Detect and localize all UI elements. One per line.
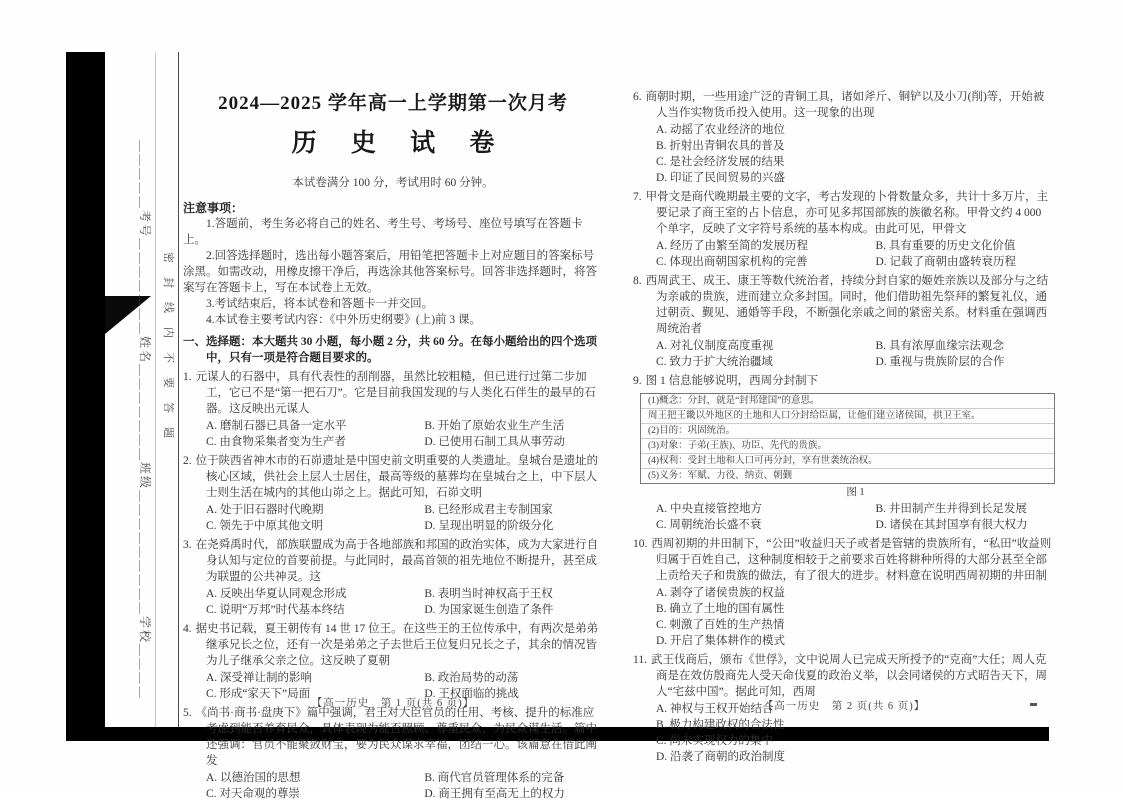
option-B: B. 确立了土地的国有属性 xyxy=(656,603,785,615)
option-A: A. 中央直接管控地方 xyxy=(656,503,763,515)
option-C: C. 对天命观的尊崇 xyxy=(206,788,300,800)
question-number: 11. xyxy=(633,654,647,666)
notice-item-4: 4.本试卷主要考试内容：《中外历史纲要》(上)前 3 课。 xyxy=(206,314,482,326)
question-stem-text: 商朝时期，一些用途广泛的青铜工具，诸如斧斤、铜铲以及小刀(削)等，开始被人当作实物货币投入使用。这一现象的出现 xyxy=(645,91,1045,119)
option-C: C. 周朝统治长盛不衰 xyxy=(656,519,762,531)
question-7 xyxy=(633,189,1055,270)
option-B: B. 折射出青铜农具的普及 xyxy=(656,140,785,152)
option-A: A. 剥夺了诸侯贵族的权益 xyxy=(656,587,786,599)
figure-line: (2)目的：巩固统治。 xyxy=(641,424,1054,439)
exam-info-line: 本试卷满分 100 分，考试用时 60 分钟。 xyxy=(292,177,494,189)
notice-item-2: 2.回答选择题时，选出每小题答案后，用铅笔把答题卡上对应题目的答案标号涂黑。如需改动，用橡皮擦干净后，再选涂其他答案标号。回答非选择题时，将答案写在答题卡上，写在本试卷上无效。 xyxy=(183,250,597,294)
options xyxy=(656,585,1055,649)
option-A: A. 以德治国的思想 xyxy=(206,772,301,784)
option-A: A. 磨制石器已具备一定水平 xyxy=(206,420,347,432)
options xyxy=(206,770,603,802)
notice-heading: 注意事项： xyxy=(183,201,244,215)
option-C: C. 致力于扩大统治疆域 xyxy=(656,356,773,368)
option-A: A. 经历了由繁至简的发展历程 xyxy=(656,240,809,252)
option-D: D. 开启了集体耕作的模式 xyxy=(656,635,786,647)
question-3 xyxy=(183,537,603,618)
option-A: A. 处于旧石器时代晚期 xyxy=(206,504,324,516)
figure-line: 周王把王畿以外地区的土地和人口分封给臣属，让他们建立诸侯国，拱卫王室。 xyxy=(641,409,1054,424)
notice-list xyxy=(183,216,603,328)
option-D: D. 印证了民间贸易的兴盛 xyxy=(656,172,786,184)
question-stem-text: 图 1 信息能够说明，西周分封制下 xyxy=(645,375,819,387)
option-C: C. 说明“万邦”时代基本终结 xyxy=(206,604,345,616)
options xyxy=(206,418,603,450)
options xyxy=(206,586,603,618)
question-stem-text: 西周武王、成王、康王等数代统治者，持续分封自家的姬姓亲族以及部分与之结为亲戚的贵族，进而建立众多封国。同时，他们借助祖先祭拜的繁复礼仪，通过朝贡、觐见、通婚等手段，不断强化亲戚之间的紧密关系。材料重在强调西周统治者 xyxy=(645,275,1049,335)
question-number: 7. xyxy=(633,191,642,203)
option-B: B. 开始了原始农业生产生活 xyxy=(424,420,565,432)
notice-item-3: 3.考试结束后，将本试卷和答题卡一并交回。 xyxy=(206,298,434,310)
question-stem-text: 元谋人的石器中，具有代表性的刮削器，虽然比较粗糙，但已进行过第二步加工，它已不是“第一把石刀”。它是目前我国发现的与人类化石伴生的最早的石器。这反映出元谋人 xyxy=(195,371,596,415)
figure-line: (5)义务：军赋、力役、纳贡、朝觐 xyxy=(648,471,793,481)
option-C: C. 是社会经济发展的结果 xyxy=(656,156,785,168)
figure-line: (1)概念：分封，就是“封邦建国”的意思。 xyxy=(641,394,1054,409)
option-D: D. 记载了商朝由盛转衰历程 xyxy=(875,256,1016,268)
question-stem-text: 武王伐商后，颁布《世俘》，文中说周人已完成天所授予的“克商”大任；周人克商是在效仿殷商先人受天命伐夏的政治义举，以会同诸侯的方式昭告天下，周人“宅兹中国”。据此可知，西周 xyxy=(650,654,1047,698)
question-stem-text: 据史书记载，夏王朝传有 14 世 17 位王。在这些王的王位传承中，有两次是弟弟继承兄长之位，还有一次是弟弟之子去世后王位复归兄长之子，其余的情况皆为儿子继承父亲之位。这反映了夏朝 xyxy=(195,623,599,667)
question-number: 9. xyxy=(633,375,642,387)
figure-1-caption: 图 1 xyxy=(846,487,865,498)
option-B: B. 具有浓厚血缘宗法观念 xyxy=(875,340,1004,352)
page-1-questions xyxy=(183,369,603,802)
question-number: 3. xyxy=(183,539,192,551)
options xyxy=(656,338,1055,370)
question-1 xyxy=(183,369,603,450)
exam-subject-title: 历 史 试 卷 xyxy=(291,130,509,157)
question-number: 5. xyxy=(183,707,192,719)
option-D: D. 商王拥有至高无上的权力 xyxy=(424,788,565,800)
option-C: C. 由食物采集者变为生产者 xyxy=(206,436,346,448)
figure-line: (3)对象：子弟(王族)、功臣、先代的贵族。 xyxy=(641,439,1054,454)
option-D: D. 诸侯在其封国享有很大权力 xyxy=(875,519,1028,531)
question-stem xyxy=(633,654,1047,698)
seal-notice-text: 密封线内不要答题 xyxy=(162,252,174,452)
question-number: 1. xyxy=(183,371,192,383)
options xyxy=(656,501,1055,533)
option-C: C. 刺激了百姓的生产热情 xyxy=(656,619,785,631)
seal-boundary-line xyxy=(178,52,179,727)
scan-left-edge-bar xyxy=(66,52,105,740)
page-2-questions xyxy=(633,89,1055,765)
option-B: B. 井田制产生并得到长足发展 xyxy=(875,503,1027,515)
question-number: 8. xyxy=(633,275,642,287)
option-A: A. 深受禅让制的影响 xyxy=(206,672,313,684)
question-10 xyxy=(633,536,1055,649)
question-5 xyxy=(183,705,603,802)
question-9 xyxy=(633,373,1055,533)
question-stem-text: 《尚书·商书·盘庚下》篇中强调，君王对大臣官员的任用、考核、提升的标准应考虑到能否养育民众，具体表现为能否照顾、尊重民众，为民众谋生活。篇中还强调：官员不能聚敛财宝，要为民众谋求幸福，团结一心。该篇意在借此阐发 xyxy=(195,707,597,767)
question-stem xyxy=(633,91,1044,119)
question-stem-text: 甲骨文是商代晚期最主要的文字，考古发现的卜骨数量众多，共计十多万片，主要记录了商王室的占卜信息，亦可见多邦国部族的族徽名称。甲骨文约 4 000 个单字，反映了文字符号系统的基本构成。由此可见，甲骨文 xyxy=(645,191,1049,235)
question-stem xyxy=(183,623,598,667)
question-stem xyxy=(183,455,598,499)
question-stem xyxy=(183,539,598,583)
option-D: D. 王权面临的挑战 xyxy=(424,688,519,700)
question-6 xyxy=(633,89,1055,186)
option-B: B. 商代官员管理体系的完备 xyxy=(424,772,565,784)
option-D: D. 为国家诞生创造了条件 xyxy=(424,604,554,616)
option-C: C. 领先于中原其他文明 xyxy=(206,520,323,532)
options xyxy=(206,502,603,534)
question-number: 2. xyxy=(183,455,192,467)
option-D: D. 重视与贵族阶层的合作 xyxy=(875,356,1005,368)
question-stem-text: 西周初期的井田制下，“公田”收益归天子或者是管辖的贵族所有，“私田”收益则归属于百姓自己，这种制度相较于之前要求百姓将耕种所得的大部分甚至全部上贡给天子和贵族的做法，有了很大的进步。材料意在说明西周初期的井田制 xyxy=(651,538,1052,582)
option-A: A. 对礼仪制度高度重视 xyxy=(656,340,774,352)
student-info-fields: ＿＿＿＿＿考号＿＿＿＿＿＿＿姓名＿＿＿＿＿＿＿班级＿＿＿＿＿＿＿＿＿学校＿＿＿＿ xyxy=(138,140,152,701)
notice-item-1: 1.答题前，考生务必将自己的姓名、考生号、考场号、座位号填写在答题卡上。 xyxy=(183,218,583,246)
option-A: A. 神权与王权开始结合 xyxy=(656,703,774,715)
option-A: A. 动摇了农业经济的地位 xyxy=(656,124,786,136)
question-stem xyxy=(633,375,818,387)
question-stem xyxy=(633,538,1051,582)
question-stem xyxy=(633,191,1048,235)
page-1-footer: 【高一历史 第 1 页(共 6 页)】 xyxy=(311,698,475,709)
option-B: B. 极力构建政权的合法性 xyxy=(656,719,785,731)
question-number: 6. xyxy=(633,91,642,103)
question-stem xyxy=(183,371,596,415)
option-B: B. 已经形成君主专制国家 xyxy=(424,504,553,516)
margin-fold-line xyxy=(155,52,156,727)
option-B: B. 政治局势的动荡 xyxy=(424,672,519,684)
option-A: A. 反映出华夏认同观念形成 xyxy=(206,588,347,600)
question-number: 10. xyxy=(633,538,648,550)
options xyxy=(656,122,1055,186)
option-C: C. 形成“家天下”局面 xyxy=(206,688,311,700)
option-B: B. 表明当时神权高于王权 xyxy=(424,588,553,600)
question-number: 4. xyxy=(183,623,192,635)
options xyxy=(656,238,1055,270)
exam-session-title: 2024—2025 学年高一上学期第一次月考 xyxy=(218,93,568,114)
option-C: C. 体现出商朝国家机构的完善 xyxy=(656,256,808,268)
option-C: C. 尚未实现权力的集中 xyxy=(656,735,773,747)
option-D: D. 沿袭了商朝的政治制度 xyxy=(656,751,786,763)
question-stem xyxy=(183,707,597,767)
question-8 xyxy=(633,273,1055,370)
option-B: B. 具有重要的历史文化价值 xyxy=(875,240,1016,252)
option-D: D. 已使用石制工具从事劳动 xyxy=(424,436,565,448)
question-stem-text: 在尧舜禹时代，部族联盟成为高于各地部族和邦国的政治实体，成为大家进行自身认知与定位的首要前提。与此同时，最高首领的祖先地位不断提升，甚至成为联盟的公共神灵。这 xyxy=(195,539,599,583)
figure-1-box xyxy=(640,393,1055,484)
page-2-footer: 【高一历史 第 2 页(共 6 页)】 xyxy=(762,701,926,712)
question-4 xyxy=(183,621,603,702)
question-2 xyxy=(183,453,603,534)
question-stem-text: 位于陕西省神木市的石峁遗址是中国史前文明重要的人类遗址。皇城台是遗址的核心区域，供社会上层人士居住，最高等级的墓葬均在皇城台之上，中下层人士则生活在城内的其他山峁之上。据此可知，石峁文明 xyxy=(195,455,599,499)
section-1-header: 一、选择题：本大题共 30 小题，每小题 2 分，共 60 分。在每小题给出的四个选项中，只有一项是符合题目要求的。 xyxy=(183,336,597,364)
option-D: D. 呈现出明显的阶级分化 xyxy=(424,520,554,532)
figure-line: (4)权利：受封土地和人口可再分封，享有世袭统治权。 xyxy=(641,454,1054,469)
question-stem xyxy=(633,275,1048,335)
